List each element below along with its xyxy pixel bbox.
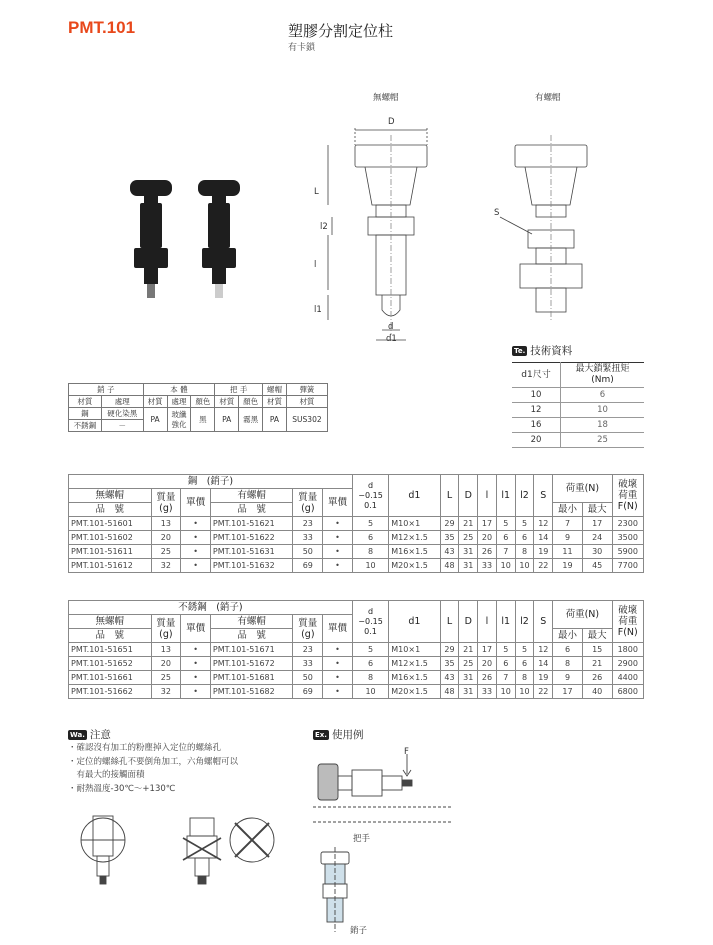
mat-group: 把 手 (215, 384, 263, 396)
mat-subhead: 材質 (69, 396, 102, 408)
table-cell: • (181, 671, 211, 685)
col-l: l (478, 475, 497, 517)
steel-spec-table (68, 474, 644, 573)
col-price: 單價 (323, 489, 353, 517)
col-min: 最小 (553, 503, 583, 517)
torque-size: 10 (512, 388, 560, 403)
table-cell: 10 (515, 559, 534, 573)
table-cell: 5 (515, 517, 534, 531)
mat-cell: 玻纖 強化 (167, 408, 191, 432)
table-cell: 45 (582, 559, 612, 573)
torque-size: 20 (512, 433, 560, 448)
table-cell: 19 (534, 545, 553, 559)
table-cell: M20×1.5 (389, 559, 440, 573)
table-cell: PMT.101-51651 (69, 643, 152, 657)
mat-cell: 不銹鋼 (69, 420, 102, 432)
table-cell: PMT.101-51622 (210, 531, 293, 545)
col-price: 單價 (323, 615, 353, 643)
table-cell: 20 (151, 657, 181, 671)
table-cell: M12×1.5 (389, 657, 440, 671)
table-cell: 6 (553, 643, 583, 657)
table-cell: 6 (352, 531, 388, 545)
label-no-cap: 無螺帽 (373, 93, 399, 103)
table-cell: • (323, 531, 353, 545)
table-cell: 23 (293, 517, 323, 531)
table-cell: 6800 (612, 685, 643, 699)
torque-table (512, 362, 644, 448)
table-cell: PMT.101-51601 (69, 517, 152, 531)
table-cell: 21 (582, 657, 612, 671)
table-cell: 31 (459, 559, 478, 573)
col-L: L (440, 475, 459, 517)
table-cell: 50 (293, 545, 323, 559)
table-cell: 19 (553, 559, 583, 573)
table-cell: 10 (515, 685, 534, 699)
technical-drawing (310, 110, 600, 350)
table-cell: PMT.101-51632 (210, 559, 293, 573)
table-cell: 1800 (612, 643, 643, 657)
table-cell: • (323, 517, 353, 531)
dim-l2: l2 (320, 222, 328, 232)
col-L: L (440, 601, 459, 643)
dim-l: l (314, 260, 317, 270)
table-cell: 6 (496, 531, 515, 545)
table-cell: 10 (496, 559, 515, 573)
mat-subhead: 顏色 (239, 396, 263, 408)
table-cell: 3500 (612, 531, 643, 545)
col-item: 品 號 (210, 503, 293, 517)
table-row (69, 685, 644, 699)
table-cell: PMT.101-51612 (69, 559, 152, 573)
table-cell: 25 (459, 531, 478, 545)
mat-cell: 鋼 (69, 408, 102, 420)
col-l2: l2 (515, 475, 534, 517)
table-cell: 14 (534, 657, 553, 671)
table-cell: 26 (478, 545, 497, 559)
table-cell: 25 (151, 545, 181, 559)
torque-col1: d1尺寸 (512, 363, 560, 388)
usage-illustration (313, 752, 453, 937)
table-cell: 32 (151, 559, 181, 573)
col-no-cap: 無螺帽 (69, 489, 152, 503)
mat-group: 螺帽 (263, 384, 287, 396)
col-D: D (459, 601, 478, 643)
col-mass: 質量 (g) (151, 489, 181, 517)
note-line: ・耐熱溫度-30℃～+130℃ (68, 783, 176, 794)
table-cell: 22 (534, 685, 553, 699)
note-line: ・定位的螺絲孔不要倒角加工，六角螺帽可以 (68, 756, 239, 767)
table-cell: 43 (440, 671, 459, 685)
table-cell: 32 (151, 685, 181, 699)
table-cell: 10 (496, 685, 515, 699)
table-cell: PMT.101-51602 (69, 531, 152, 545)
mat-cell: 黑 (191, 408, 215, 432)
mat-cell: 霧黑 (239, 408, 263, 432)
table-cell: 13 (151, 643, 181, 657)
table-cell: PMT.101-51662 (69, 685, 152, 699)
table-cell: 33 (293, 657, 323, 671)
table-cell: 6 (515, 657, 534, 671)
table-cell: 5 (496, 517, 515, 531)
table-cell: • (181, 657, 211, 671)
ex-tag: Ex. (315, 731, 327, 739)
table-cell: • (323, 559, 353, 573)
table-cell: 2900 (612, 657, 643, 671)
torque-size: 16 (512, 418, 560, 433)
table-cell: 43 (440, 545, 459, 559)
table-cell: 7 (553, 517, 583, 531)
table-cell: PMT.101-51621 (210, 517, 293, 531)
table-row (69, 517, 644, 531)
table-cell: • (323, 657, 353, 671)
col-l: l (478, 601, 497, 643)
table-cell: 22 (534, 559, 553, 573)
table-cell: 6 (515, 531, 534, 545)
table-cell: PMT.101-51672 (210, 657, 293, 671)
page-subtitle: 有卡鎖 (288, 43, 316, 53)
table-cell: 30 (582, 545, 612, 559)
col-cap: 有螺帽 (210, 489, 293, 503)
table-cell: 17 (478, 517, 497, 531)
torque-value: 25 (560, 433, 644, 448)
table-row (69, 559, 644, 573)
table-cell: • (181, 559, 211, 573)
table-cell: 69 (293, 559, 323, 573)
table-cell: 7 (496, 671, 515, 685)
table-cell: • (181, 517, 211, 531)
pin-label: 銷子 (350, 926, 368, 936)
table-cell: 35 (440, 657, 459, 671)
dim-S: S (494, 208, 500, 218)
table-cell: PMT.101-51631 (210, 545, 293, 559)
table-cell: 20 (478, 531, 497, 545)
mat-cell: SUS302 (286, 408, 327, 432)
table-cell: 6 (352, 657, 388, 671)
table-cell: PMT.101-51682 (210, 685, 293, 699)
materials-table (68, 383, 328, 432)
col-item: 品 號 (210, 629, 293, 643)
table-cell: 9 (553, 531, 583, 545)
table-cell: • (181, 545, 211, 559)
mat-subhead: 處理 (167, 396, 191, 408)
col-break: 破壞 荷重 F(N) (612, 601, 643, 643)
table-cell: 5 (352, 517, 388, 531)
table-cell: 13 (151, 517, 181, 531)
table-cell: 33 (478, 559, 497, 573)
col-cap: 有螺帽 (210, 615, 293, 629)
table-cell: • (181, 531, 211, 545)
table-cell: M16×1.5 (389, 671, 440, 685)
table-cell: 33 (293, 531, 323, 545)
mat-cell: － (101, 420, 143, 432)
mat-cell: PA (143, 408, 167, 432)
mat-cell: PA (215, 408, 239, 432)
table-cell: 25 (459, 657, 478, 671)
table-cell: 2300 (612, 517, 643, 531)
notes-illustration (75, 808, 275, 888)
table-cell: 4400 (612, 671, 643, 685)
torque-size: 12 (512, 403, 560, 418)
col-d1: d1 (389, 475, 440, 517)
mat-group: 彈簧 (286, 384, 327, 396)
mat-subhead: 材質 (215, 396, 239, 408)
dim-l1: l1 (314, 305, 322, 315)
table-cell: PMT.101-51681 (210, 671, 293, 685)
torque-heading (512, 343, 572, 358)
torque-title: 技術資料 (530, 345, 573, 357)
table-cell: 33 (478, 685, 497, 699)
usage-title: 使用例 (331, 729, 364, 741)
table-cell: 12 (534, 643, 553, 657)
page-title: 塑膠分割定位柱 (288, 22, 394, 40)
table-cell: 21 (459, 517, 478, 531)
table-cell: M10×1 (389, 643, 440, 657)
table-row (69, 531, 644, 545)
te-tag: Te. (514, 347, 526, 355)
torque-value: 10 (560, 403, 644, 418)
col-S: S (534, 601, 553, 643)
dim-d1: d1 (386, 334, 397, 344)
col-no-cap: 無螺帽 (69, 615, 152, 629)
col-mass: 質量 (g) (151, 615, 181, 643)
usage-heading (313, 727, 363, 742)
table-cell: 23 (293, 643, 323, 657)
dim-d: d (388, 322, 394, 332)
torque-value: 6 (560, 388, 644, 403)
table-cell: 24 (582, 531, 612, 545)
col-l1: l1 (496, 601, 515, 643)
table-cell: 21 (459, 643, 478, 657)
table-row (69, 643, 644, 657)
table-cell: 7700 (612, 559, 643, 573)
col-load: 荷重(N) (553, 475, 612, 503)
mat-cell: PA (263, 408, 287, 432)
mat-subhead: 材質 (263, 396, 287, 408)
mat-group: 本 體 (143, 384, 215, 396)
table-cell: 26 (582, 671, 612, 685)
col-l2: l2 (515, 601, 534, 643)
table-cell: M16×1.5 (389, 545, 440, 559)
table-cell: • (181, 643, 211, 657)
steel-title: 鋼 (銷子) (69, 475, 353, 489)
label-with-cap: 有螺帽 (535, 93, 561, 103)
col-item: 品 號 (69, 629, 152, 643)
col-D: D (459, 475, 478, 517)
col-min: 最小 (553, 629, 583, 643)
table-row (69, 657, 644, 671)
col-S: S (534, 475, 553, 517)
table-cell: 19 (534, 671, 553, 685)
table-cell: 48 (440, 559, 459, 573)
col-mass: 質量 (g) (293, 615, 323, 643)
table-cell: 17 (582, 517, 612, 531)
mat-subhead: 顏色 (191, 396, 215, 408)
note-line: 有最大的接觸面積 (68, 770, 145, 780)
table-cell: PMT.101-51661 (69, 671, 152, 685)
col-d1: d1 (389, 601, 440, 643)
table-cell: 31 (459, 545, 478, 559)
mat-subhead: 材質 (286, 396, 327, 408)
table-cell: 5 (352, 643, 388, 657)
note-line: ・確認沒有加工的粉塵掉入定位的螺絲孔 (68, 743, 222, 753)
dim-L: L (314, 187, 319, 197)
torque-value: 18 (560, 418, 644, 433)
col-d: d −0.15 0.1 (352, 601, 388, 643)
torque-col2: 最大鎖緊扭矩 (Nm) (560, 363, 644, 388)
col-break: 破壞 荷重 F(N) (612, 475, 643, 517)
mat-cell: 硬化染黑 (101, 408, 143, 420)
table-cell: 69 (293, 685, 323, 699)
product-photo (120, 170, 260, 310)
table-cell: 20 (478, 657, 497, 671)
col-max: 最大 (582, 503, 612, 517)
table-cell: M12×1.5 (389, 531, 440, 545)
table-cell: 5 (515, 643, 534, 657)
wa-tag: Wa. (70, 731, 85, 739)
table-cell: 31 (459, 671, 478, 685)
table-cell: 12 (534, 517, 553, 531)
table-cell: 17 (553, 685, 583, 699)
table-cell: 7 (496, 545, 515, 559)
table-cell: 8 (352, 671, 388, 685)
stainless-spec-table (68, 600, 644, 699)
table-cell: 5900 (612, 545, 643, 559)
col-max: 最大 (582, 629, 612, 643)
table-cell: M20×1.5 (389, 685, 440, 699)
table-cell: 20 (151, 531, 181, 545)
table-cell: 48 (440, 685, 459, 699)
table-cell: • (323, 685, 353, 699)
col-mass: 質量 (g) (293, 489, 323, 517)
col-load: 荷重(N) (553, 601, 612, 629)
table-cell: PMT.101-51671 (210, 643, 293, 657)
col-l1: l1 (496, 475, 515, 517)
table-cell: • (181, 685, 211, 699)
col-d: d −0.15 0.1 (352, 475, 388, 517)
table-cell: 9 (553, 671, 583, 685)
table-cell: 14 (534, 531, 553, 545)
table-cell: 10 (352, 559, 388, 573)
table-cell: 31 (459, 685, 478, 699)
table-cell: 35 (440, 531, 459, 545)
mat-group: 銷 子 (69, 384, 144, 396)
table-cell: 40 (582, 685, 612, 699)
mat-subhead: 材質 (143, 396, 167, 408)
table-cell: 5 (496, 643, 515, 657)
table-row (69, 545, 644, 559)
table-cell: 8 (352, 545, 388, 559)
table-cell: 17 (478, 643, 497, 657)
table-cell: 26 (478, 671, 497, 685)
notes-list (68, 742, 238, 796)
mat-subhead: 處理 (101, 396, 143, 408)
force-label: F (404, 747, 409, 757)
table-cell: • (323, 671, 353, 685)
table-cell: 15 (582, 643, 612, 657)
table-cell: M10×1 (389, 517, 440, 531)
table-cell: 50 (293, 671, 323, 685)
table-cell: • (323, 545, 353, 559)
table-cell: 25 (151, 671, 181, 685)
table-cell: 6 (496, 657, 515, 671)
table-cell: 29 (440, 517, 459, 531)
col-item: 品 號 (69, 503, 152, 517)
table-cell: 8 (515, 671, 534, 685)
table-row (69, 671, 644, 685)
table-cell: 11 (553, 545, 583, 559)
dim-D: D (388, 117, 395, 127)
col-price: 單價 (181, 615, 211, 643)
product-code: PMT.101 (68, 18, 136, 37)
handle-label: 把手 (353, 834, 371, 844)
table-cell: 8 (515, 545, 534, 559)
notes-heading (68, 727, 111, 742)
table-cell: 10 (352, 685, 388, 699)
col-price: 單價 (181, 489, 211, 517)
table-cell: 29 (440, 643, 459, 657)
table-cell: PMT.101-51652 (69, 657, 152, 671)
notes-title: 注意 (89, 729, 111, 741)
table-cell: 8 (553, 657, 583, 671)
stainless-title: 不銹鋼 (銷子) (69, 601, 353, 615)
table-cell: • (323, 643, 353, 657)
table-cell: PMT.101-51611 (69, 545, 152, 559)
